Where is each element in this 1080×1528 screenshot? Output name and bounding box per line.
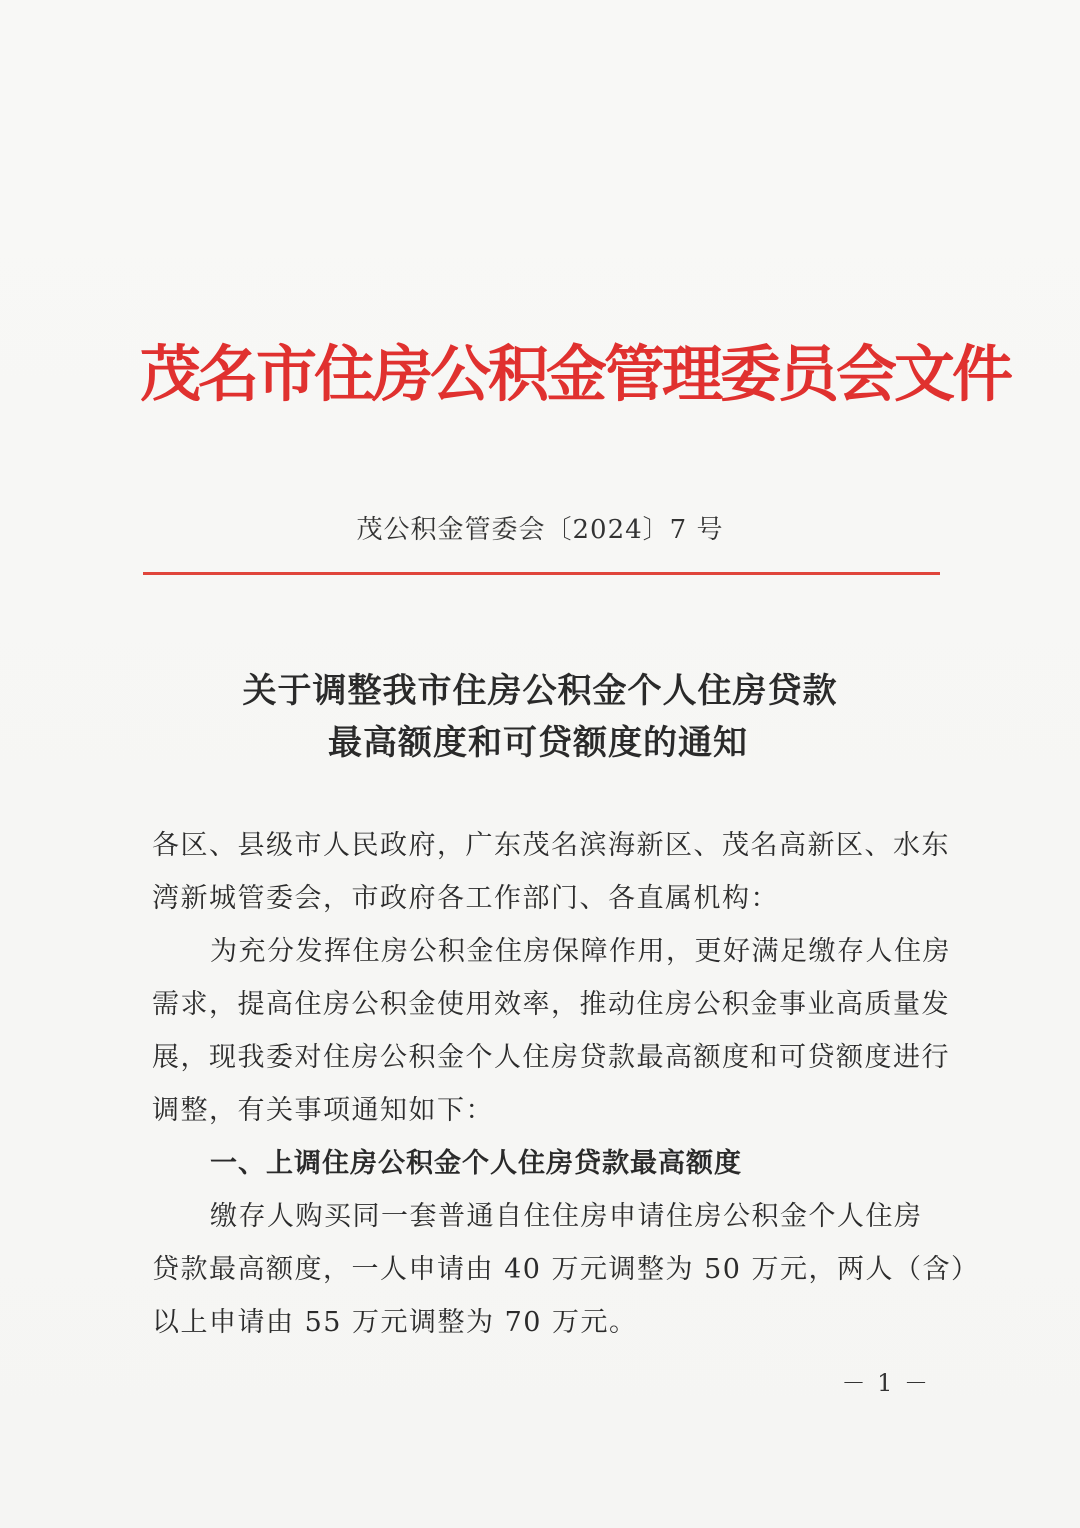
paragraph-2-line-3: 以上申请由 55 万元调整为 70 万元。 bbox=[152, 1307, 638, 1338]
page-number: － 1 － bbox=[841, 1369, 930, 1397]
paragraph-1-line-2: 需求，提高住房公积金使用效率，推动住房公积金事业高质量发 bbox=[152, 989, 950, 1020]
recipients-line-2: 湾新城管委会，市政府各工作部门、各直属机构： bbox=[152, 883, 779, 914]
masthead-title: 茂名市住房公积金管理委员会文件 bbox=[140, 339, 1011, 410]
paragraph-1-line-3: 展，现我委对住房公积金个人住房贷款最高额度和可贷额度进行 bbox=[152, 1042, 950, 1073]
notice-title-line-1: 关于调整我市住房公积金个人住房贷款 bbox=[242, 671, 838, 711]
recipients-line-1: 各区、县级市人民政府，广东茂名滨海新区、茂名高新区、水东 bbox=[152, 830, 950, 861]
paragraph-1-line-1: 为充分发挥住房公积金住房保障作用，更好满足缴存人住房 bbox=[210, 936, 951, 967]
section-1-heading: 一、上调住房公积金个人住房贷款最高额度 bbox=[210, 1148, 742, 1179]
paragraph-2-line-1: 缴存人购买同一套普通自住住房申请住房公积金个人住房 bbox=[210, 1201, 923, 1232]
paragraph-1-line-4: 调整，有关事项通知如下： bbox=[152, 1095, 494, 1126]
notice-title-line-2: 最高额度和可贷额度的通知 bbox=[328, 723, 748, 763]
paragraph-2-line-2: 贷款最高额度，一人申请由 40 万元调整为 50 万元，两人（含） bbox=[152, 1254, 980, 1285]
red-divider-rule bbox=[143, 572, 940, 575]
document-number: 茂公积金管委会〔2024〕7 号 bbox=[356, 515, 724, 545]
